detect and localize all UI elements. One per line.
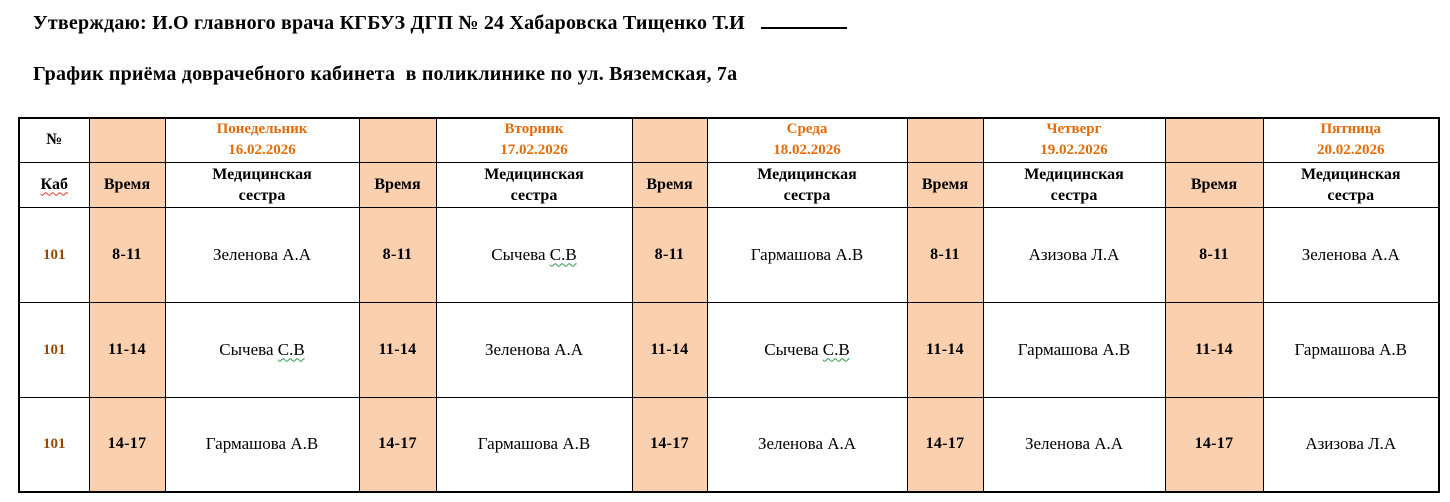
time-value: 11-14 [1195, 340, 1233, 358]
nurse-name: Зеленова А.А [757, 434, 857, 454]
time-header-label: Время [103, 176, 151, 193]
nurse-header-cell [983, 162, 1165, 207]
schedule-row-2 [19, 397, 1439, 492]
nurse-name: Гармашова А.В [205, 434, 319, 454]
day-header-2 [707, 118, 907, 162]
cabinet-number: 101 [43, 246, 66, 263]
nurse-cell [165, 302, 359, 397]
nurse-cell [165, 207, 359, 302]
number-column-label: № [46, 131, 63, 149]
nurse-header-cell [436, 162, 632, 207]
nurse-header-label: Медицинская сестра [212, 165, 312, 204]
nurse-header-cell [1263, 162, 1439, 207]
day-name: Четверг [1046, 121, 1102, 138]
time-header-cell [907, 162, 983, 207]
time-column-spacer [907, 118, 983, 162]
day-date: 18.02.2026 [773, 142, 841, 159]
nurse-name: Гармашова А.В [477, 434, 591, 454]
nurse-name: Гармашова А.В [750, 244, 864, 264]
day-name: Понедельник [216, 121, 308, 138]
nurse-cell [983, 207, 1165, 302]
day-header-1 [436, 118, 632, 162]
time-cell [89, 207, 165, 302]
day-date: 19.02.2026 [1040, 142, 1108, 159]
nurse-name: Зеленова А.А [484, 339, 584, 359]
day-header-3 [983, 118, 1165, 162]
schedule-row-1 [19, 302, 1439, 397]
time-cell [89, 302, 165, 397]
nurse-name: Гармашова А.В [1294, 339, 1407, 359]
nurse-name: Азизова Л.А [1028, 244, 1120, 264]
nurse-cell [436, 397, 632, 492]
nurse-name-grammar-marked: С.В [549, 244, 577, 264]
nurse-cell [165, 397, 359, 492]
time-header-cell [632, 162, 707, 207]
time-header-label: Время [1190, 176, 1238, 193]
time-cell [632, 397, 707, 492]
nurse-header-cell [165, 162, 359, 207]
time-column-spacer [359, 118, 436, 162]
nurse-name: Зеленова А.А [1301, 244, 1400, 264]
day-name: Вторник [504, 121, 564, 138]
nurse-header-label: Медицинская сестра [1024, 165, 1124, 204]
nurse-name: Сычева С.В [219, 339, 305, 359]
number-column-header [19, 118, 89, 162]
cabinet-cell [19, 397, 89, 492]
nurse-cell [1263, 302, 1439, 397]
cabinet-number: 101 [43, 436, 66, 453]
time-value: 11-14 [650, 340, 689, 358]
time-cell [632, 302, 707, 397]
cabinet-cell [19, 207, 89, 302]
nurse-name: Гармашова А.В [1017, 339, 1131, 359]
signature-line [761, 12, 847, 29]
time-value: 14-17 [1194, 435, 1234, 453]
time-cell [1165, 302, 1263, 397]
nurse-name: Азизова Л.А [1305, 434, 1397, 454]
time-header-cell [89, 162, 165, 207]
time-cell [632, 207, 707, 302]
time-cell [907, 207, 983, 302]
day-header-0 [165, 118, 359, 162]
nurse-header-label: Медицинская сестра [757, 165, 857, 204]
nurse-cell [1263, 207, 1439, 302]
nurse-cell [1263, 397, 1439, 492]
nurse-header-cell [707, 162, 907, 207]
nurse-cell [707, 207, 907, 302]
nurse-cell [436, 207, 632, 302]
schedule-row-0 [19, 207, 1439, 302]
cabinet-number: 101 [43, 341, 66, 358]
nurse-cell [707, 302, 907, 397]
time-cell [359, 207, 436, 302]
time-value: 8-11 [382, 245, 413, 263]
time-value: 8-11 [930, 245, 960, 263]
nurse-name: Сычева С.В [764, 339, 850, 359]
nurse-name: Зеленова А.А [1024, 434, 1124, 454]
time-column-spacer [89, 118, 165, 162]
time-cell [907, 397, 983, 492]
day-name: Пятница [1320, 121, 1382, 138]
day-date: 17.02.2026 [500, 142, 568, 159]
time-column-spacer [1165, 118, 1263, 162]
approval-text: Утверждаю: И.О главного врача КГБУЗ ДГП № 24 Хабаровска Тищенко Т.И [33, 12, 745, 34]
nurse-header-label: Медицинская сестра [484, 165, 584, 204]
time-value: 11-14 [926, 340, 964, 358]
day-date: 16.02.2026 [228, 142, 296, 159]
day-header-4 [1263, 118, 1439, 162]
time-value: 11-14 [108, 340, 146, 358]
time-value: 14-17 [925, 435, 965, 453]
time-cell [359, 397, 436, 492]
time-value: 8-11 [112, 245, 142, 263]
time-cell [359, 302, 436, 397]
time-value: 14-17 [650, 435, 689, 453]
time-column-spacer [632, 118, 707, 162]
day-header-row [19, 118, 1439, 162]
schedule-table [18, 117, 1440, 493]
nurse-name: Сычева С.В [491, 244, 577, 264]
nurse-name-grammar-marked: С.В [277, 339, 305, 359]
nurse-cell [983, 302, 1165, 397]
nurse-header-label: Медицинская сестра [1301, 165, 1401, 204]
time-header-label: Время [646, 176, 693, 193]
nurse-name: Зеленова А.А [212, 244, 312, 264]
sub-header-row [19, 162, 1439, 207]
time-cell [1165, 397, 1263, 492]
time-value: 14-17 [107, 435, 147, 453]
day-date: 20.02.2026 [1317, 142, 1385, 159]
time-value: 14-17 [378, 435, 417, 453]
approval-line [33, 12, 847, 35]
time-header-cell [359, 162, 436, 207]
nurse-cell [436, 302, 632, 397]
document-title: График приёма доврачебного кабинета в поликлинике по ул. Вяземская, 7а [33, 63, 738, 85]
nurse-name-grammar-marked: С.В [822, 339, 850, 359]
time-cell [89, 397, 165, 492]
cabinet-cell [19, 302, 89, 397]
time-header-label: Время [374, 176, 421, 193]
time-cell [1165, 207, 1263, 302]
time-cell [907, 302, 983, 397]
nurse-cell [707, 397, 907, 492]
time-header-label: Время [921, 176, 969, 193]
cabinet-column-header [19, 162, 89, 207]
time-value: 11-14 [378, 340, 417, 358]
cabinet-column-label: Каб [40, 175, 68, 193]
day-name: Среда [786, 121, 828, 138]
time-value: 8-11 [1199, 245, 1229, 263]
time-value: 8-11 [654, 245, 685, 263]
time-header-cell [1165, 162, 1263, 207]
nurse-cell [983, 397, 1165, 492]
